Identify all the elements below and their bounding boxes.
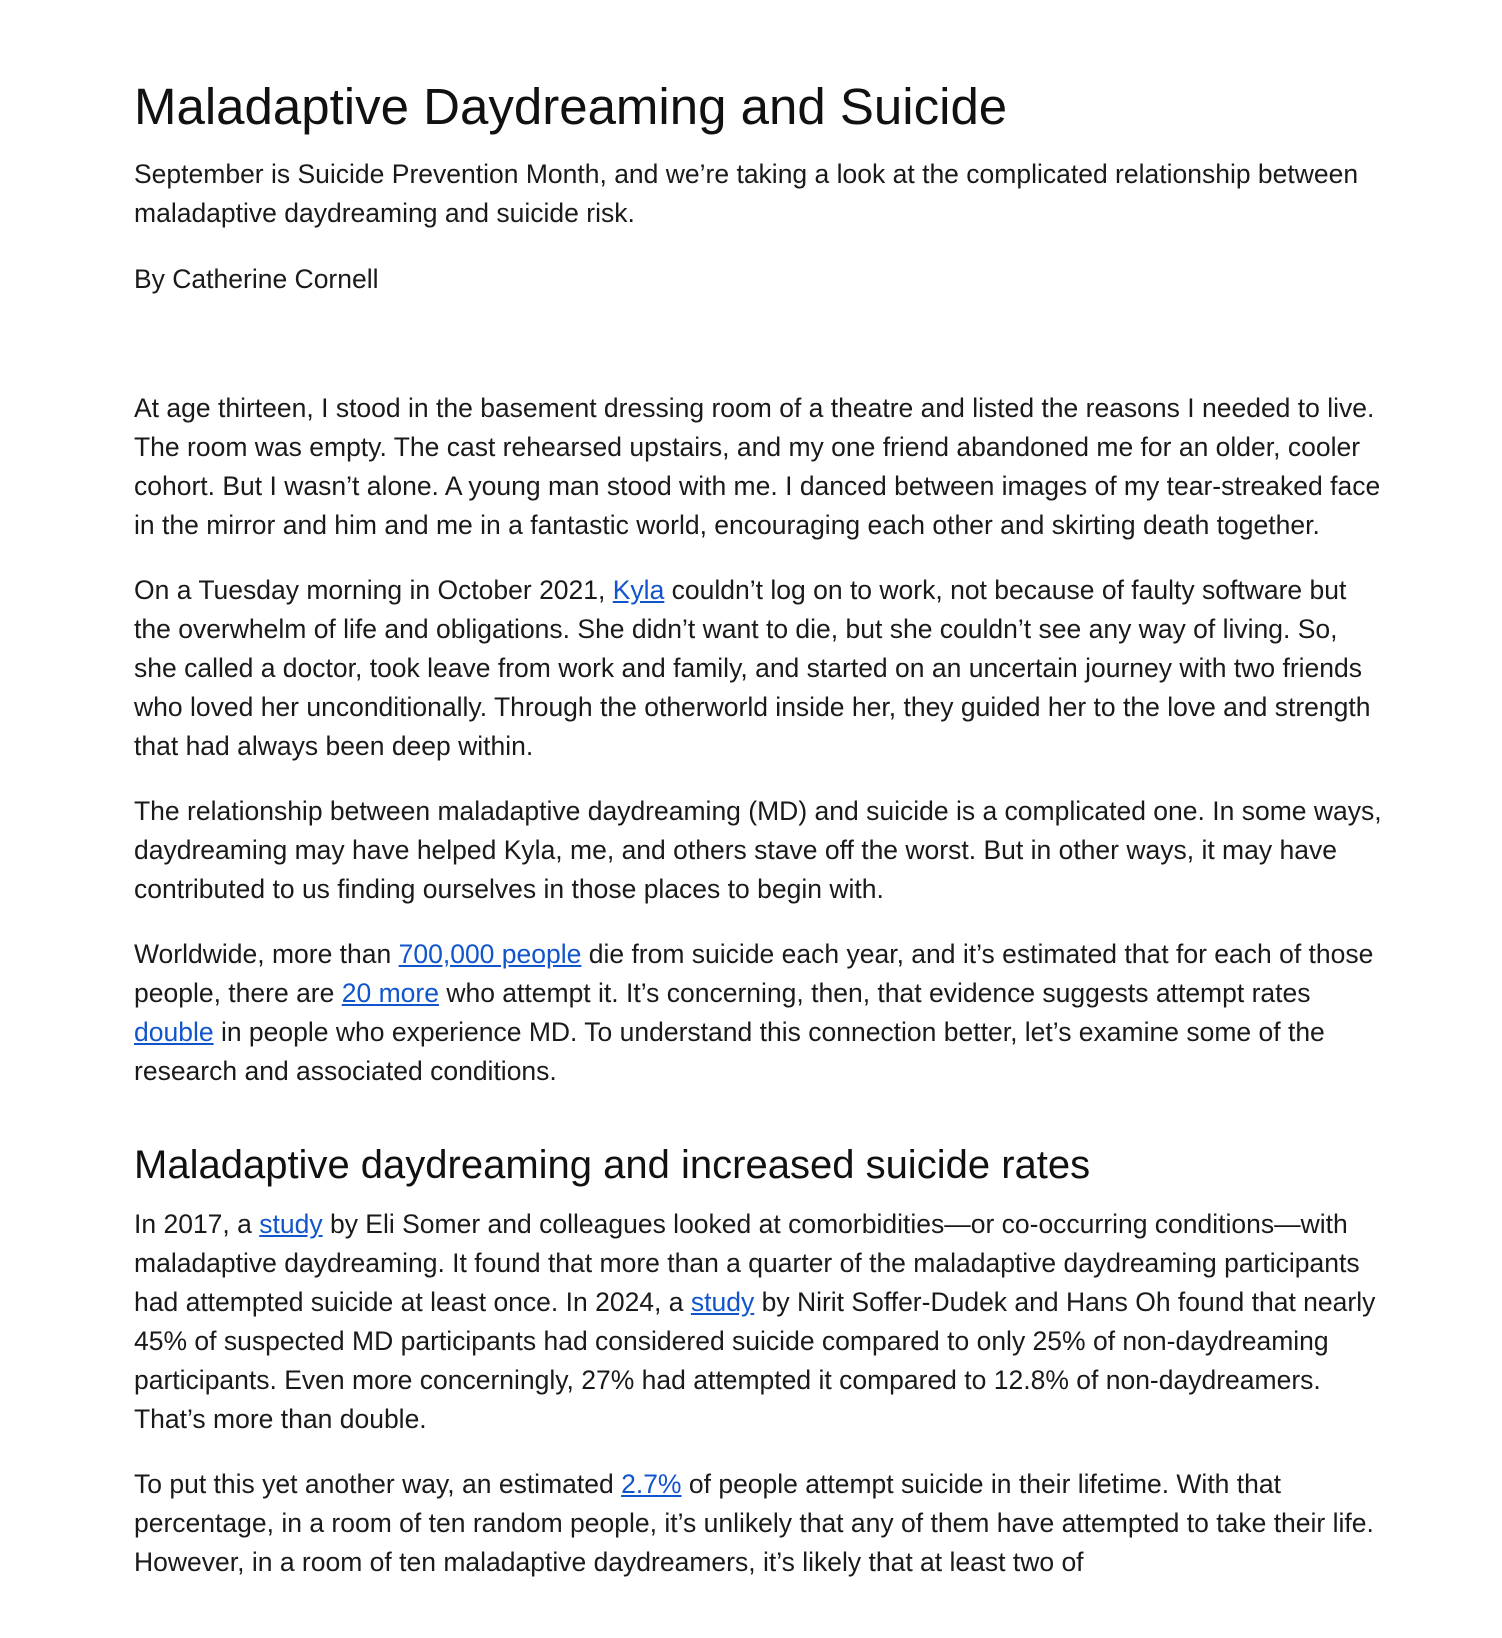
paragraph-text: of people attempt suicide in their lifetime. With that percentage, in a room of ten random people, it’s unlikely that any of them have attempted to take their life. However, in a room of ten maladaptive daydreamers, it’s likely that at least two of: [134, 1469, 1374, 1577]
paragraph-4: [134, 935, 1384, 1091]
link-kyla[interactable]: Kyla: [612, 575, 665, 605]
paragraph-text: die from suicide each year, and it’s estimated that for each of those people, there are: [134, 939, 1374, 1008]
paragraph-text: in people who experience MD. To understand this connection better, let’s examine some of the research and associated conditions.: [134, 1017, 1325, 1086]
article-subtitle: September is Suicide Prevention Month, and we’re taking a look at the complicated relationship between maladaptive daydreaming and suicide risk.: [134, 159, 1359, 228]
article: [134, 0, 1384, 1582]
paragraph-6: [134, 1465, 1384, 1582]
link-study-2024[interactable]: study: [690, 1287, 755, 1317]
article-byline: By Catherine Cornell: [134, 264, 379, 294]
paragraph-1: At age thirteen, I stood in the basement dressing room of a theatre and listed the reasons I needed to live. The room was empty. The cast rehearsed upstairs, and my one friend abandoned me for an older, cooler cohort. But I wasn’t alone. A young man stood with me. I danced between images of my tear-streaked face in the mirror and him and me in a fantastic world, encouraging each other and skirting death together.: [134, 393, 1381, 540]
paragraph-2: [134, 571, 1384, 766]
paragraph-text: Worldwide, more than: [134, 939, 399, 969]
paragraph-text: by Eli Somer and colleagues looked at comorbidities—or co-occurring conditions—with maladaptive daydreaming. It found that more than a quarter of the maladaptive daydreaming participants had attempted suicide at least once. In 2024, a: [134, 1209, 1360, 1317]
section-heading: Maladaptive daydreaming and increased suicide rates: [134, 1143, 1091, 1187]
paragraph-text: couldn’t log on to work, not because of faulty software but the overwhelm of life and obligations. She didn’t want to die, but she couldn’t see any way of living. So, she called a doctor, took leave from work and family, and started on an uncertain journey with two friends who loved her unconditionally. Through the otherworld inside her, they guided her to the love and strength that had always been deep within.: [134, 575, 1371, 761]
paragraph-text: On a Tuesday morning in October 2021,: [134, 575, 613, 605]
paragraph-text: To put this yet another way, an estimated: [134, 1469, 622, 1499]
paragraph-3: The relationship between maladaptive daydreaming (MD) and suicide is a complicated one. In some ways, daydreaming may have helped Kyla, me, and others stave off the worst. But in other ways, it may have contributed to us finding ourselves in those places to begin with.: [134, 796, 1382, 904]
link-700000-people[interactable]: 700,000 people: [398, 939, 582, 969]
paragraph-text: by Nirit Soffer-Dudek and Hans Oh found that nearly 45% of suspected MD participants had considered suicide compared to only 25% of non-daydreaming participants. Even more concerningly, 27% had attempted it compared to 12.8% of non-daydreamers. That’s more than double.: [134, 1287, 1376, 1434]
article-title: Maladaptive Daydreaming and Suicide: [134, 78, 1008, 135]
link-study-2017[interactable]: study: [259, 1209, 323, 1239]
paragraph-text: who attempt it. It’s concerning, then, that evidence suggests attempt rates: [438, 978, 1311, 1008]
paragraph-text: In 2017, a: [134, 1209, 260, 1239]
paragraph-5: [134, 1205, 1384, 1439]
link-2-7-percent[interactable]: 2.7%: [621, 1469, 682, 1499]
link-double[interactable]: double: [134, 1017, 214, 1047]
link-20-more[interactable]: 20 more: [341, 978, 439, 1008]
